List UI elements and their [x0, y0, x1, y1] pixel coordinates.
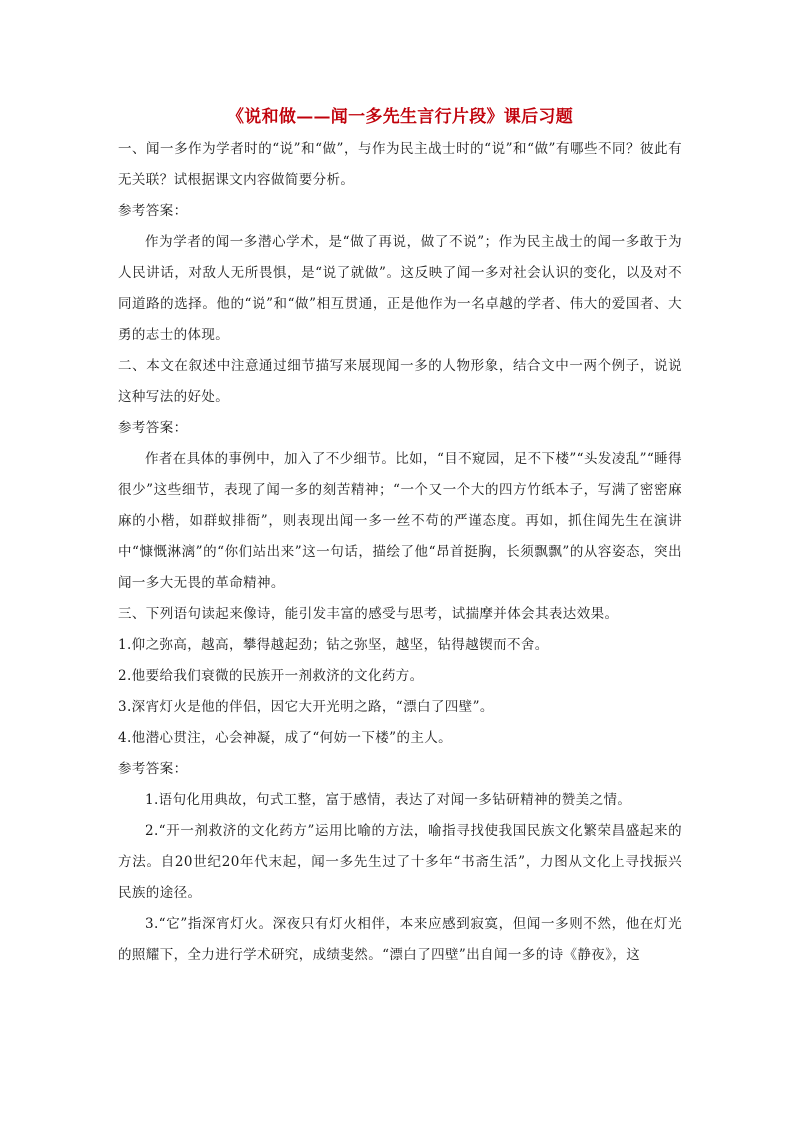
answer-label-2: 参考答案： [118, 420, 188, 436]
question-3-item-3: 3.深宵灯火是他的伴侣，因它大开光明之路，“漂白了四壁”。 [118, 699, 494, 715]
answer-1: 作为学者的闻一多潜心学术，是“做了再说，做了不说”；作为民主战士的闻一多敢于为人民讲话，对敌人无所畏惧，是“说了就做”。这反映了闻一多对社会认识的变化，以及对不同道路的选择。他的“说”和“做”相互贯通，正是他作为一名卓越的学者、伟大的爱国者、大勇的志士的体现。 [118, 234, 682, 343]
document-content [118, 104, 682, 971]
question-3-item-4: 4.他潜心贯注，心会神凝，成了“何妨一下楼”的主人。 [118, 730, 453, 746]
answer-label-3: 参考答案： [118, 761, 188, 777]
question-3-item-2: 2.他要给我们衰微的民族开一剂救济的文化药方。 [118, 668, 424, 684]
question-3: 三、下列语句读起来像诗，能引发丰富的感受与思考，试揣摩并体会其表达效果。 [118, 606, 619, 622]
answer-3-item-3: 3.“它”指深宵灯火。深夜只有灯火相伴，本来应感到寂寞，但闻一多则不然，他在灯光的照耀下，全力进行学术研究，成绩斐然。“漂白了四壁”出自闻一多的诗《静夜》，这 [118, 916, 682, 963]
answer-3-item-1: 1.语句化用典故，句式工整，富于感情，表达了对闻一多钻研精神的赞美之情。 [145, 792, 632, 808]
answer-3-item-2: 2.“开一剂救济的文化药方”运用比喻的方法，喻指寻找使我国民族文化繁荣昌盛起来的方法。自20世纪20年代末起，闻一多先生过了十多年“书斋生活”，力图从文化上寻找振兴民族的途径。 [118, 823, 682, 901]
document-title: 《说和做——闻一多先生言行片段》课后习题 [227, 107, 573, 127]
question-1: 一、闻一多作为学者时的“说”和“做”，与作为民主战士时的“说”和“做”有哪些不同？彼此有无关联？试根据课文内容做简要分析。 [118, 141, 682, 188]
answer-2: 作者在具体的事例中，加入了不少细节。比如，“目不窥园，足不下楼”“头发凌乱”“睡得很少”这些细节，表现了闻一多的刻苦精神；“一个又一个大的四方竹纸本子，写满了密密麻麻的小楷，如群蚁排衙”，则表现出闻一多一丝不苟的严谨态度。再如，抓住闻先生在演讲中“慷慨淋漓”的“你们站出来”这一句话，描绘了他“昂首挺胸，长须飘飘”的从容姿态，突出闻一多大无畏的革命精神。 [118, 451, 682, 591]
question-3-item-1: 1.仰之弥高，越高，攀得越起劲；钻之弥坚，越坚，钻得越锲而不舍。 [118, 637, 549, 653]
question-2: 二、本文在叙述中注意通过细节描写来展现闻一多的人物形象，结合文中一两个例子，说说这种写法的好处。 [118, 358, 682, 405]
answer-label-1: 参考答案： [118, 203, 188, 219]
